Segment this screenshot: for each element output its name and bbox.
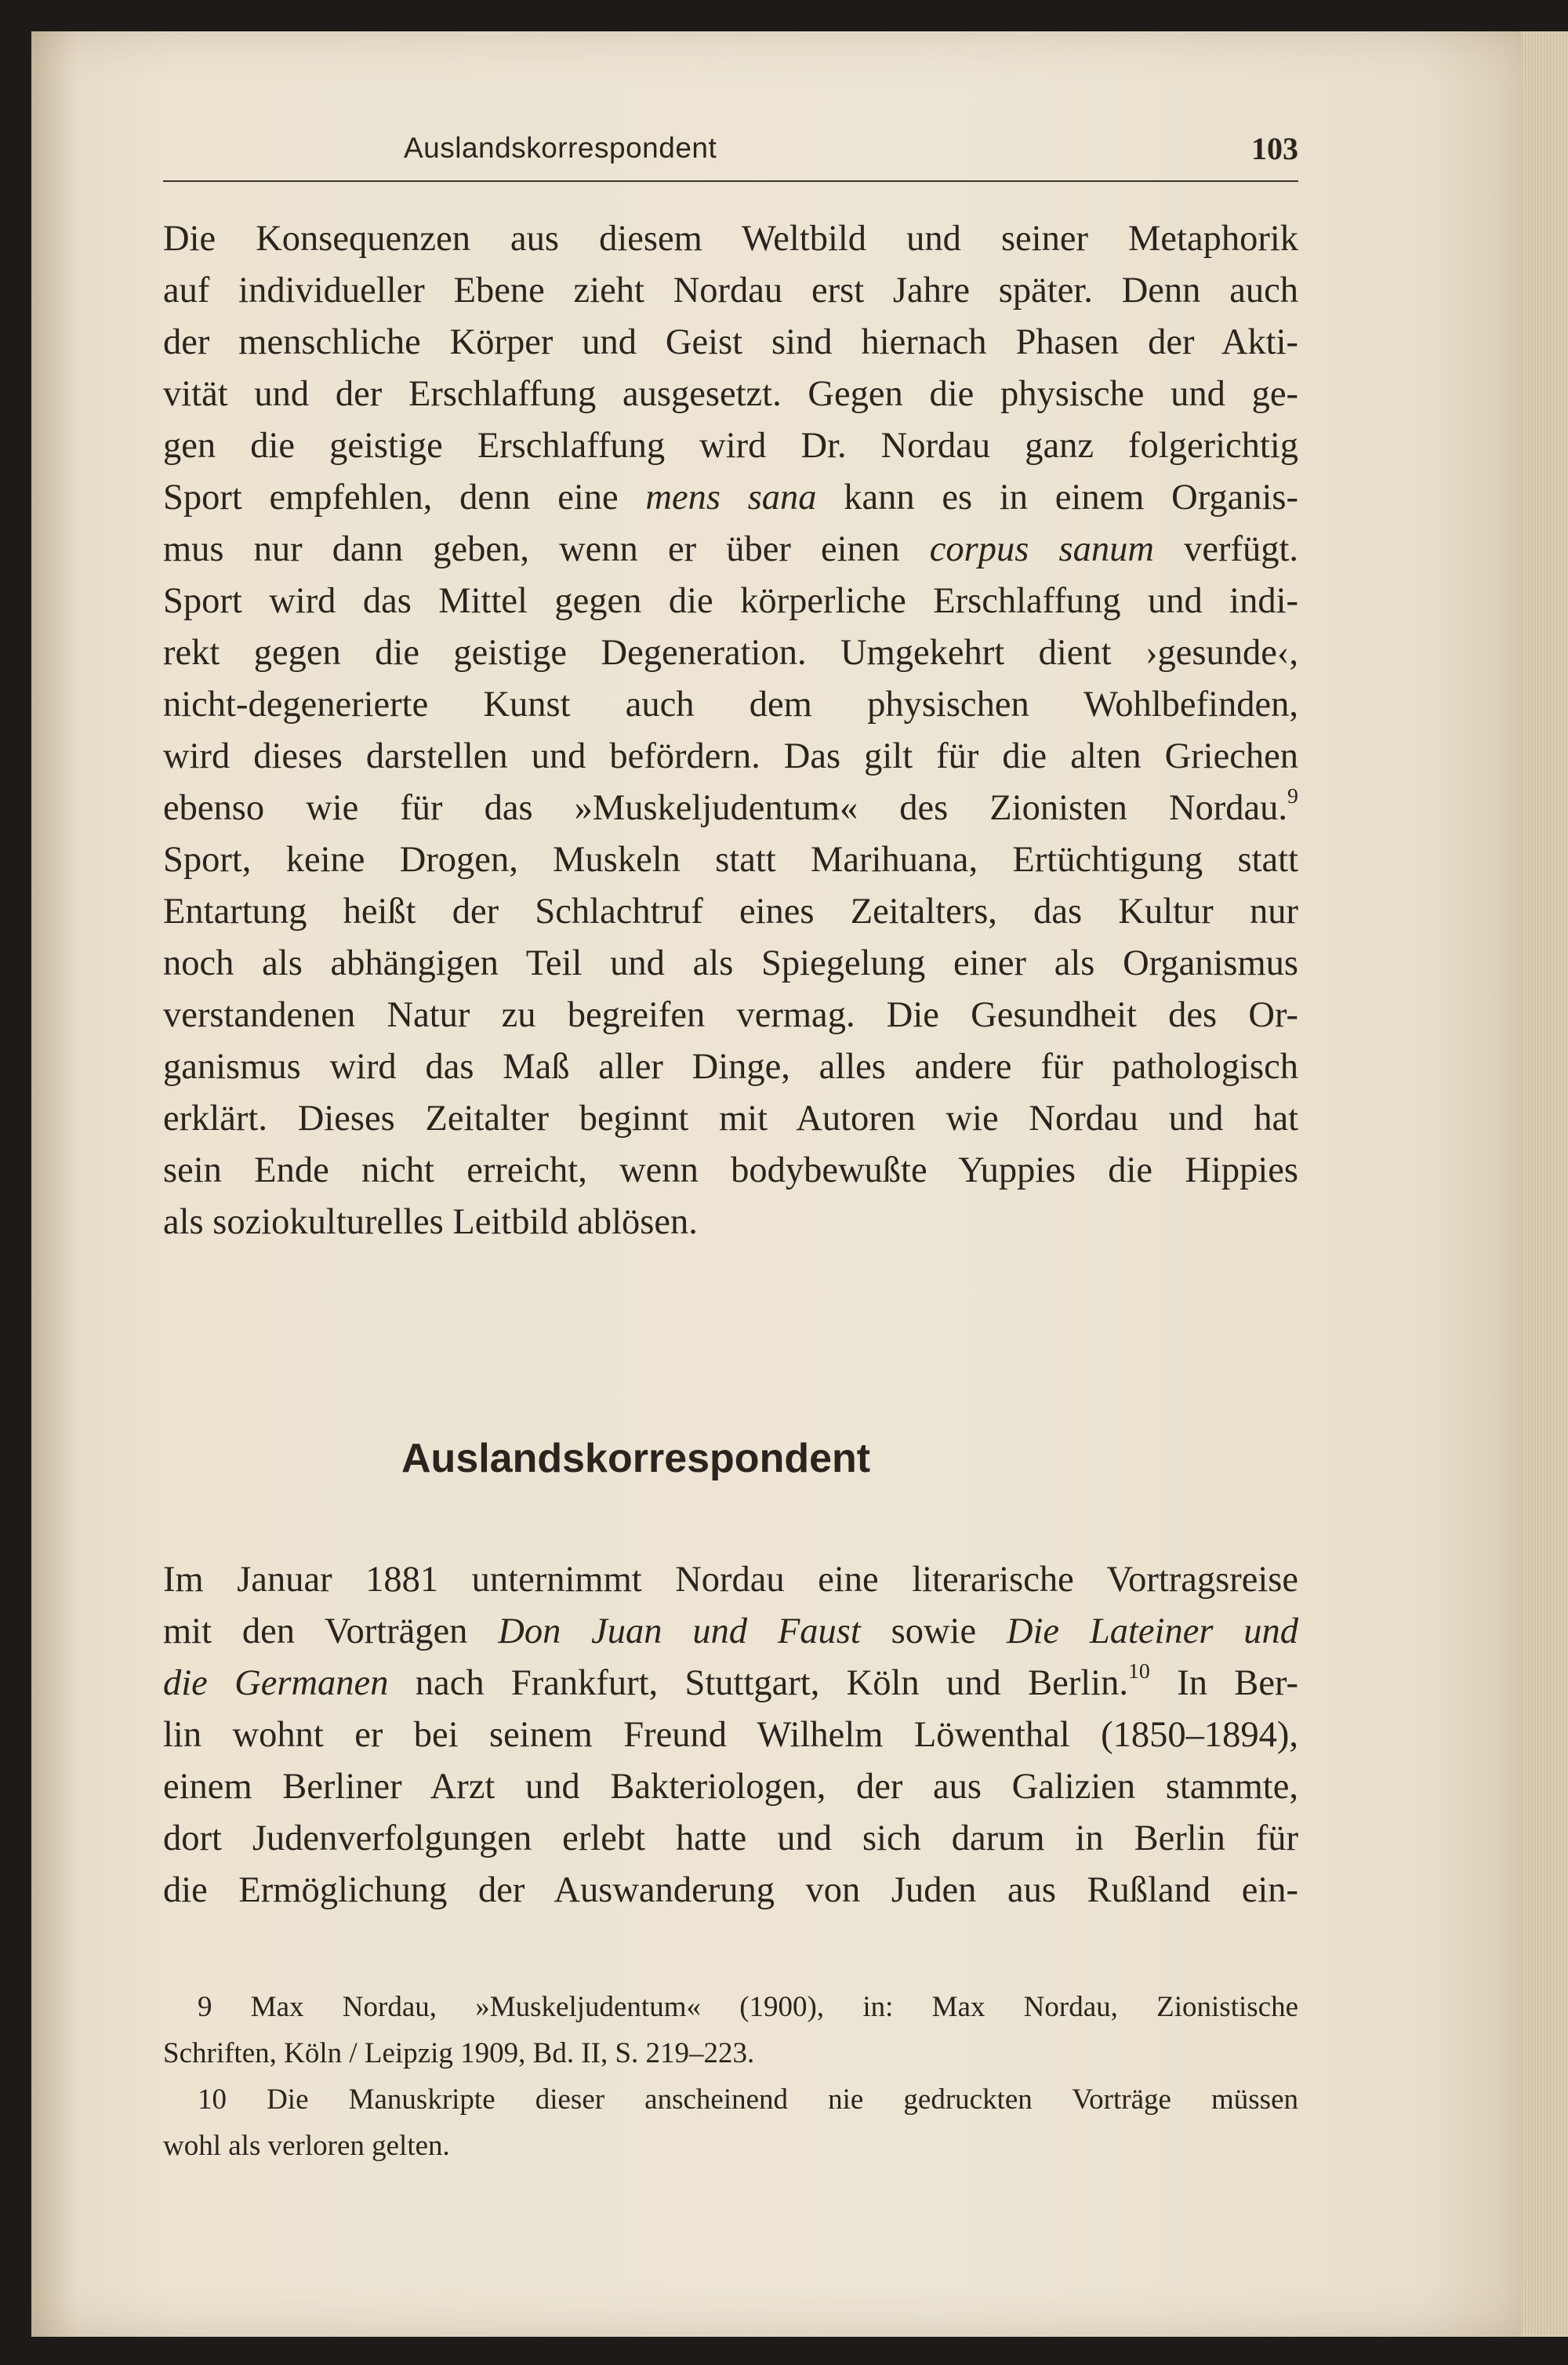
italic-title: Die Lateiner und bbox=[1006, 1611, 1298, 1651]
text-run: In Ber- bbox=[1149, 1663, 1299, 1703]
text-run: sowie bbox=[860, 1611, 1007, 1651]
text-line: wohl als verloren gelten. bbox=[163, 2130, 450, 2162]
italic-title: mens sana bbox=[645, 478, 817, 518]
running-head: Auslandskorrespondent bbox=[404, 132, 717, 164]
text-line: noch als abhängigen Teil und als Spiegelung einer als Organismus bbox=[163, 943, 1298, 983]
text-line: verstandenen Natur zu begreifen vermag. Die Gesundheit des Or- bbox=[163, 995, 1298, 1035]
text-line: die Ermöglichung der Auswanderung von Juden aus Rußland ein- bbox=[163, 1870, 1298, 1910]
text-line: der menschliche Körper und Geist sind hiernach Phasen der Akti- bbox=[163, 322, 1298, 362]
page-header bbox=[163, 125, 1298, 182]
text-line: ganismus wird das Maß aller Dinge, alles andere für pathologisch bbox=[163, 1047, 1298, 1087]
text-run: verfügt. bbox=[1153, 529, 1298, 569]
footnote bbox=[163, 2076, 1298, 2169]
footnote bbox=[163, 1984, 1298, 2076]
text-line: Die Konsequenzen aus diesem Weltbild und seiner Metaphorik bbox=[163, 219, 1298, 259]
text-run: mus nur dann geben, wenn er über einen bbox=[163, 529, 930, 569]
text-line: wird dieses darstellen und befördern. Das gilt für die alten Griechen bbox=[163, 736, 1298, 776]
text-line: rekt gegen die geistige Degeneration. Umgekehrt dient ›gesunde‹, bbox=[163, 633, 1298, 673]
text-line: einem Berliner Arzt und Bakteriologen, der aus Galizien stammte, bbox=[163, 1767, 1298, 1807]
footnote-ref[interactable]: 10 bbox=[1127, 1659, 1150, 1684]
text-line: sein Ende nicht erreicht, wenn bodybewußte Yuppies die Hippies bbox=[163, 1150, 1298, 1190]
footnote-ref[interactable]: 9 bbox=[1287, 784, 1298, 809]
text-run: kann es in einem Organis- bbox=[816, 478, 1299, 518]
text-line: Entartung heißt der Schlachtruf eines Zeitalters, das Kultur nur bbox=[163, 892, 1298, 932]
text-line bbox=[163, 524, 1298, 576]
text-line: 9 Max Nordau, »Muskeljudentum« (1900), in: Max Nordau, Zionistische bbox=[198, 1991, 1298, 2023]
text-line: Sport, keine Drogen, Muskeln statt Marihuana, Ertüchtigung statt bbox=[163, 840, 1298, 880]
text-line: gen die geistige Erschlaffung wird Dr. Nordau ganz folgerichtig bbox=[163, 426, 1298, 466]
text-line: nicht-degenerierte Kunst auch dem physischen Wohlbefinden, bbox=[163, 685, 1298, 725]
page-number: 103 bbox=[1251, 131, 1298, 166]
text-line bbox=[163, 783, 1298, 834]
text-run: nach Frankfurt, Stuttgart, Köln und Berlin. bbox=[388, 1663, 1128, 1703]
text-line: dort Judenverfolgungen erlebt hatte und sich darum in Berlin für bbox=[163, 1818, 1298, 1858]
footnotes bbox=[163, 1984, 1298, 2169]
italic-title: die Germanen bbox=[163, 1663, 389, 1703]
text-line bbox=[163, 472, 1298, 524]
italic-title: corpus sanum bbox=[929, 529, 1154, 569]
page-edges bbox=[1521, 31, 1568, 2337]
text-run: mit den Vorträgen bbox=[163, 1611, 499, 1651]
text-line: als soziokulturelles Leitbild ablösen. bbox=[163, 1202, 698, 1242]
text-line: Im Januar 1881 unternimmt Nordau eine literarische Vortragsreise bbox=[163, 1560, 1298, 1600]
text-line: erklärt. Dieses Zeitalter beginnt mit Autoren wie Nordau und hat bbox=[163, 1099, 1298, 1139]
text-line: 10 Die Manuskripte dieser anscheinend nie gedruckten Vorträge müssen bbox=[198, 2083, 1298, 2116]
paragraph-1 bbox=[163, 213, 1298, 1248]
italic-title: Don Juan und Faust bbox=[498, 1611, 861, 1651]
text-run: Sport empfehlen, denn eine bbox=[163, 478, 646, 518]
text-line: vität und der Erschlaffung ausgesetzt. Gegen die physische und ge- bbox=[163, 374, 1298, 414]
text-line bbox=[163, 1606, 1298, 1658]
text-line: Sport wird das Mittel gegen die körperliche Erschlaffung und indi- bbox=[163, 581, 1298, 621]
text-line: Schriften, Köln / Leipzig 1909, Bd. II, S. 219–223. bbox=[163, 2037, 755, 2069]
text-run: ebenso wie für das »Muskeljudentum« des Zionisten Nordau. bbox=[163, 788, 1288, 828]
text-line bbox=[163, 1658, 1298, 1709]
text-line: lin wohnt er bei seinem Freund Wilhelm Löwenthal (1850–1894), bbox=[163, 1715, 1298, 1755]
section-title: Auslandskorrespondent bbox=[401, 1436, 871, 1481]
text-line: auf individueller Ebene zieht Nordau erst Jahre später. Denn auch bbox=[163, 271, 1298, 311]
paragraph-2 bbox=[163, 1554, 1298, 1916]
